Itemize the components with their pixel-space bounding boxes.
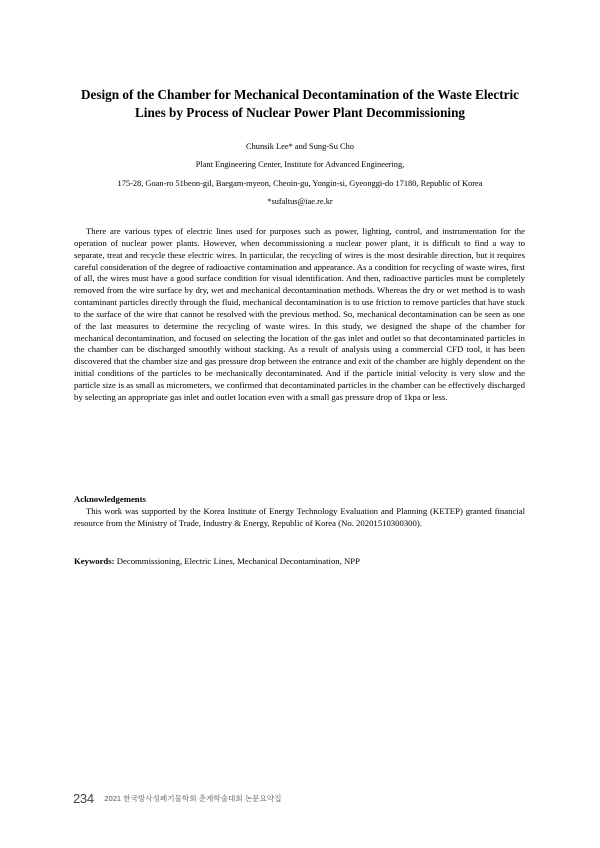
paper-title [60,86,540,122]
page-number: 234 [73,791,94,806]
keywords-label: Keywords: [74,556,115,566]
abstract-body: There are various types of electric lines used for purposes such as power, lighting, control, and instrumentation for the operation of nuclear power plants. However, when decommissioning a nuclear power plant, it is difficult to find a way to separate, treat and recycle these electric wires. In particular, the recycling of wires is the most desirable direction, but it requires careful consideration of the degree of radioactive contamination and appearance. As a condition for recycling of waste wires, first of all, the wires must have a good surface condition for visual identification. And then, radioactive particles must be completely removed from the wire surface by dry, wet and mechanical decontamination methods. Whereas the dry or wet method is to wash contaminant particles directly through the fluid, mechanical decontamination is to use friction to remove particles that have stuck to the surface of the wire that cannot be resolved with the previous method. So, mechanical decontamination can be seen as one of the last measures to determine the recycling of waste wires. In this study, we designed the shape of the chamber for mechanical decontamination, and focused on selecting the location of the gas inlet and outlet so that decontaminated particles in the chamber can be discharged smoothly without stacking. As a result of analysis using a commercial CFD tool, it has been discovered that the chamber size and gas pressure drop between the entrance and exit of the chamber are highly dependent on the initial conditions of the particles to be mechanically decontaminated. And if the particle initial velocity is very slow and the particle size is as small as micrometers, we confirmed that decontaminated particles in the chamber can be effectively discharged by selecting an appropriate gas inlet and outlet location even with a small gas pressure drop of 1kpa or less. [74,226,525,402]
paper-title-line1: Design of the Chamber for Mechanical Decontamination of the Waste Electric [80,87,520,102]
page-footer [73,790,282,808]
affiliation-line1: Plant Engineering Center, Institute for Advanced Engineering, [195,160,405,169]
keywords-text: Decommissioning, Electric Lines, Mechanical Decontamination, NPP [114,556,360,566]
acknowledgements-body: This work was supported by the Korea Institute of Energy Technology Evaluation and Planning (KETEP) granted financial resource from the Ministry of Trade, Industry & Energy, Republic of Korea (No. 20201510300300). [74,506,525,528]
proceedings-title: 2021 한국방사성폐기물학회 춘계학술대회 논문요약집 [104,794,282,803]
paper-title-line2: Lines by Process of Nuclear Power Plant Decommissioning [134,105,466,120]
affiliation-line2: 175-28, Goan-ro 51beon-gil, Baegam-myeon, Cheoin-gu, Yongin-si, Gyeonggi-do 17180, Republic of Korea [117,179,483,188]
acknowledgements-heading: Acknowledgements [74,494,146,504]
authors: Chunsik Lee* and Sung-Su Cho [246,142,354,151]
author-email: *sufaltus@iae.re.kr [267,197,333,206]
keywords [74,556,525,566]
